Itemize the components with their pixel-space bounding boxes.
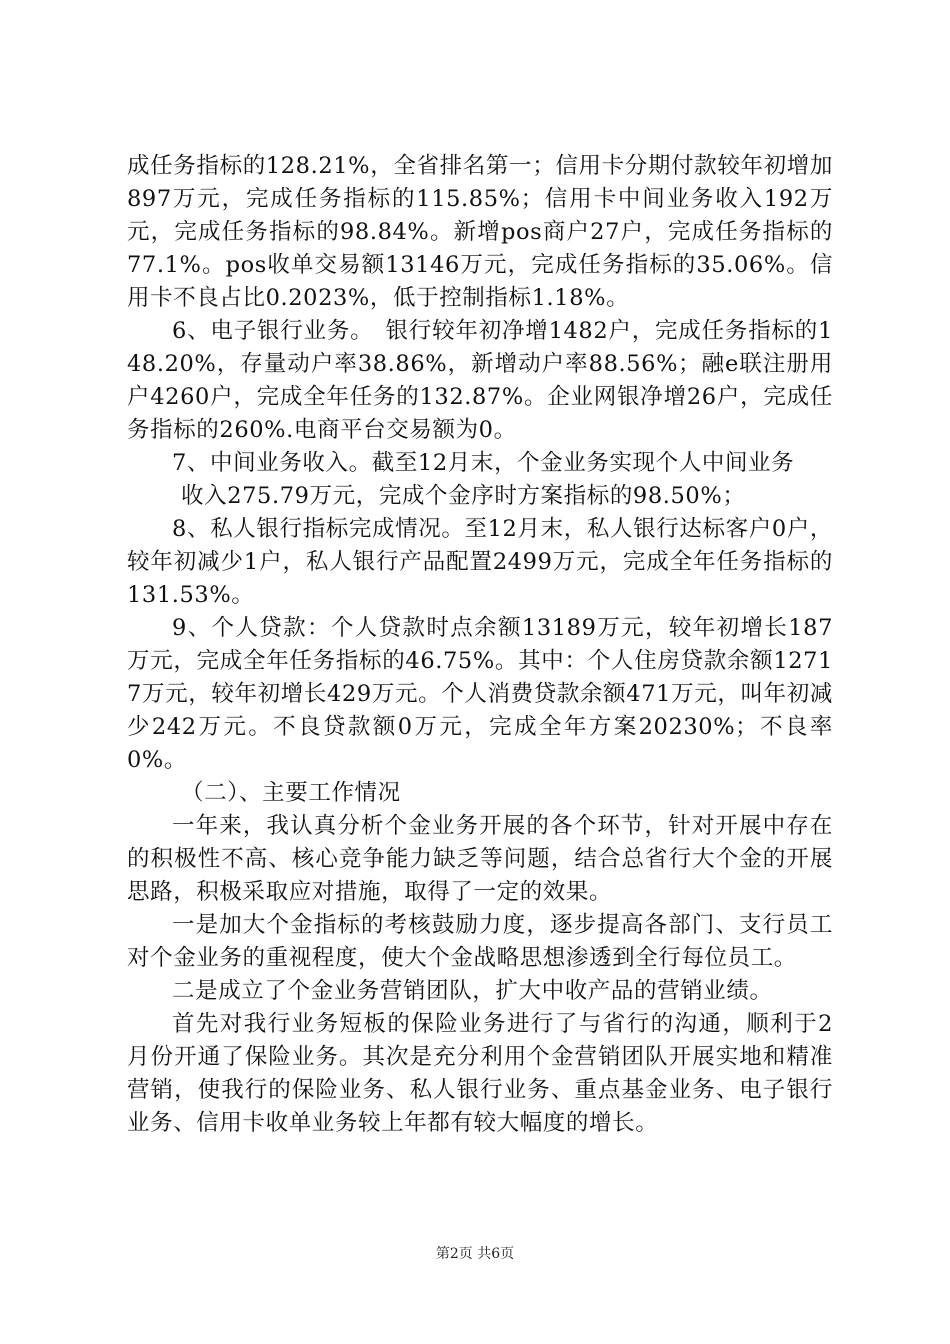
- paragraph-e-banking: 6、电子银行业务。 银行较年初净增1482户，完成任务指标的148.20%，存量动户率38.86%，新增动户率88.56%；融e联注册用户4260户，完成全年任务的132.87%。企业网银净增26户，完成任务指标的260%.电商平台交易额为0。: [127, 318, 833, 443]
- document-body: [127, 150, 833, 1140]
- paragraph-measure-two-details: 首先对我行业务短板的保险业务进行了与省行的沟通，顺利于2月份开通了保险业务。其次是充分利用个金营销团队开展实地和精准营销，使我行的保险业务、私人银行业务、重点基金业务、电子银行业务、信用卡收单业务较上年都有较大幅度的增长。: [127, 1011, 833, 1136]
- paragraph-personal-loans: 9、个人贷款：个人贷款时点余额13189万元，较年初增长187万元，完成全年任务指标的46.75%。其中：个人住房贷款余额12717万元，较年初增长429万元。个人消费贷款余额471万元，叫年初减少242万元。不良贷款额0万元，完成全年方案20230%；不良率0%。: [127, 615, 833, 773]
- paragraph-private-banking: 8、私人银行指标完成情况。至12月末，私人银行达标客户0户，较年初减少1户，私人银行产品配置2499万元，完成全年任务指标的131.53%。: [127, 516, 833, 608]
- paragraph-intermediate-income-continued: 收入275.79万元，完成个金序时方案指标的98.50%；: [181, 483, 746, 509]
- section-heading-main-work: （二）、主要工作情况: [181, 780, 401, 806]
- page-number-footer: 第2页 共6页: [435, 1246, 515, 1262]
- paragraph-work-overview: 一年来，我认真分析个金业务开展的各个环节，针对开展中存在的积极性不高、核心竞争能力缺乏等问题，结合总省行大个金的开展思路，积极采取应对措施，取得了一定的效果。: [127, 813, 833, 905]
- paragraph-measure-one: 一是加大个金指标的考核鼓励力度，逐步提高各部门、支行员工对个金业务的重视程度，使大个金战略思想渗透到全行每位员工。: [127, 912, 833, 971]
- paragraph-intermediate-income: 7、中间业务收入。截至12月末，个金业务实现个人中间业务: [172, 450, 795, 476]
- paragraph-credit-card-summary: 成任务指标的128.21%，全省排名第一；信用卡分期付款较年初增加897万元，完成任务指标的115.85%；信用卡中间业务收入192万元，完成任务指标的98.84%。新增pos商户27户，完成任务指标的77.1%。pos收单交易额13146万元，完成任务指标的35.06%。信用卡不良占比0.2023%，低于控制指标1.18%。: [127, 153, 833, 311]
- paragraph-measure-two: 二是成立了个金业务营销团队，扩大中收产品的营销业绩。: [172, 978, 773, 1004]
